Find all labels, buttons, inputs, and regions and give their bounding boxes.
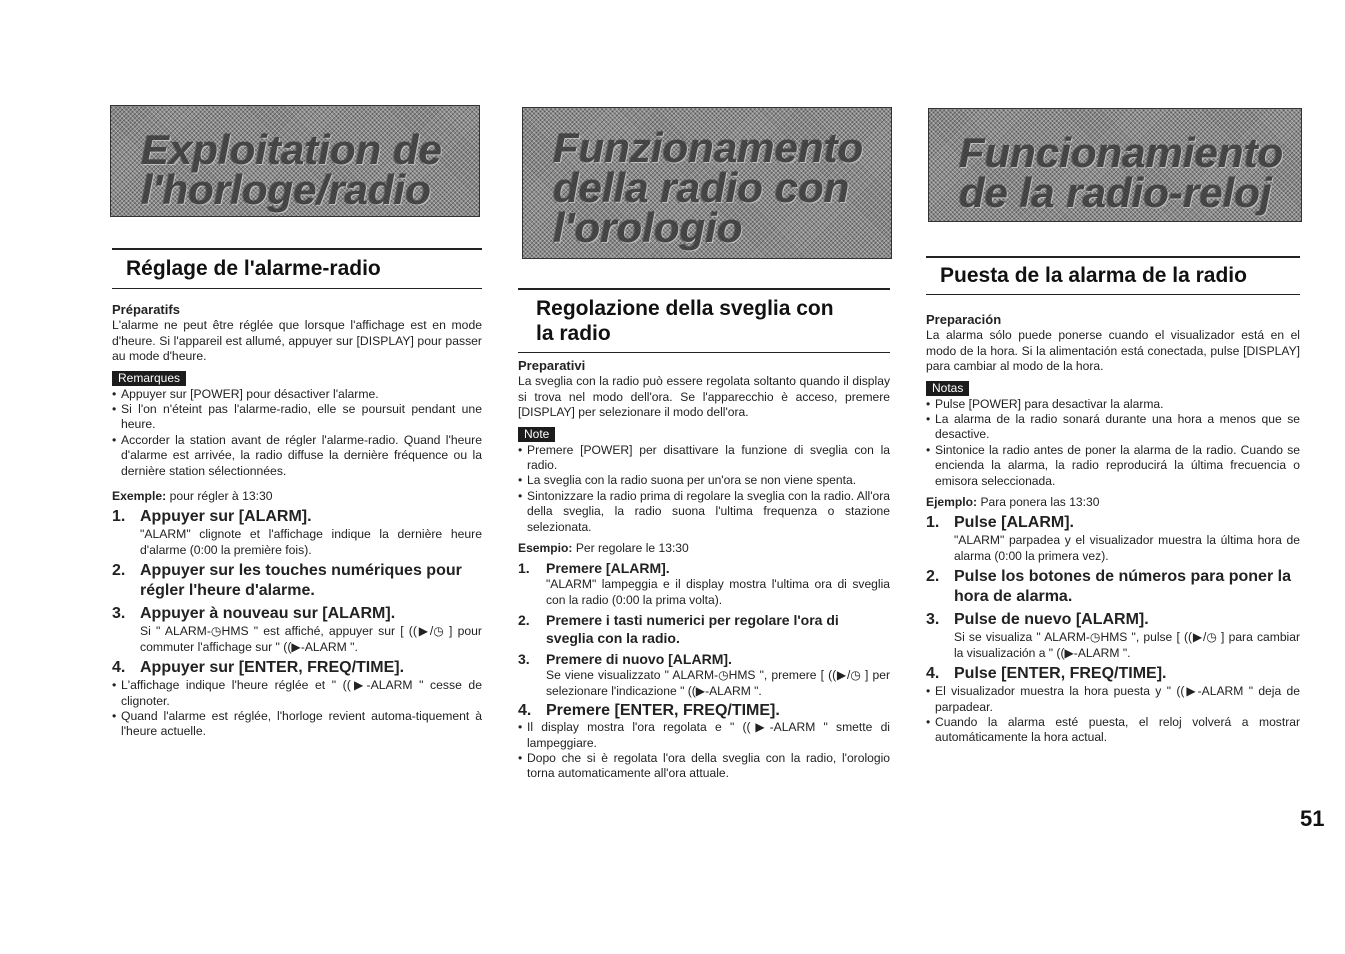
step-number: 2. [518, 612, 530, 629]
spanish-example [926, 495, 1300, 510]
step-heading: Appuyer à nouveau sur [ALARM]. [140, 605, 396, 623]
spanish-step4-note: • Cuando la alarma esté puesta, el reloj volverá a mostrar automáticamente la hora actual. [926, 715, 1300, 746]
italian-example [518, 541, 890, 556]
french-steps [112, 507, 482, 678]
italian-title-rule-top [518, 288, 890, 290]
french-step [112, 658, 482, 678]
spanish-note: • Sintonice la radio antes de poner la alarma de la radio. Cuando se encienda la alarma, la radio reproducirá la última frecuencia o emisora seleccionada. [926, 443, 1300, 489]
spanish-prep-text: La alarma sólo puede ponerse cuando el visualizador está en el modo de la hora. Si la alimentación está conectada, pulse [DISPLAY] para cambiar al modo de la hora. [926, 328, 1300, 374]
step-heading: Appuyer sur [ENTER, FREQ/TIME]. [140, 659, 405, 677]
french-step [112, 604, 482, 655]
step-number: 2. [926, 568, 940, 586]
step-heading: Premere [ALARM]. [546, 560, 670, 577]
french-banner [110, 105, 480, 217]
step-number: 3. [112, 605, 126, 623]
step-description: "ALARM" parpadea y el visualizador muestra la última hora de alarma (0:00 la primera vez). [954, 533, 1300, 563]
step-description: "ALARM" lampeggia e il display mostra l'ultima ora di sveglia con la radio (0:00 la prima volta). [546, 577, 890, 607]
italian-step4-notes [518, 720, 890, 782]
italian-steps [518, 559, 890, 720]
step-description: "ALARM" clignote et l'affichage indique la dernière heure d'alarme (0:00 la première fois). [140, 527, 482, 557]
step-heading: Appuyer sur les touches numériques pour régler l'heure d'alarme. [140, 562, 462, 600]
french-title-rule-bottom [112, 288, 482, 289]
spanish-steps [926, 513, 1300, 684]
step-heading: Appuyer sur [ALARM]. [140, 508, 312, 526]
spanish-step [926, 664, 1300, 684]
french-step4-notes [112, 678, 482, 740]
spanish-notes-label: Notas [926, 381, 969, 396]
french-note: • Si l'on n'éteint pas l'alarme-radio, elle se poursuit pendant une heure. [112, 402, 482, 433]
french-note: • Appuyer sur [POWER] pour désactiver l'alarme. [112, 387, 482, 402]
french-step [112, 507, 482, 558]
italian-example-text: Per regolare le 13:30 [575, 541, 689, 556]
step-heading: Premere [ENTER, FREQ/TIME]. [546, 702, 780, 720]
italian-section-title: Regolazione della sveglia con la radio [536, 297, 834, 345]
french-body [112, 302, 482, 740]
step-number: 4. [926, 665, 940, 683]
step-number: 1. [518, 560, 530, 577]
spanish-step [926, 567, 1300, 607]
page-number: 51 [1300, 806, 1325, 831]
french-example [112, 489, 482, 504]
french-notes-label: Remarques [112, 371, 186, 386]
spanish-notes-list [926, 397, 1300, 489]
italian-prep-title: Preparativi [518, 358, 586, 373]
spanish-title-rule-bottom [926, 294, 1300, 295]
italian-example-label: Esempio: [518, 541, 573, 556]
italian-banner-title: Funzionamento della radio con l'orologio [553, 124, 864, 251]
italian-step [518, 650, 890, 699]
step-heading: Premere di nuovo [ALARM]. [546, 651, 732, 668]
spanish-banner-title: Funcionamiento de la radio-reloj [959, 129, 1284, 216]
spanish-title-rule-top [926, 256, 1300, 258]
spanish-section-title: Puesta de la alarma de la radio [940, 264, 1247, 287]
italian-prep-text: La sveglia con la radio può essere regolata soltanto quando il display si trova nel modo dell'ora. Se l'apparecchio è acceso, premere [DISPLAY] per selezionare il modo dell'ora. [518, 374, 890, 420]
french-notes-list [112, 387, 482, 479]
french-prep-title: Préparatifs [112, 302, 180, 317]
italian-step [518, 611, 890, 647]
spanish-note: • La alarma de la radio sonará durante una hora a menos que se desactive. [926, 412, 1300, 443]
italian-step [518, 559, 890, 608]
italian-note: • Sintonizzare la radio prima di regolare la sveglia con la radio. All'ora della sveglia, la radio suona l'ultima frequenza o stazione selezionata. [518, 489, 890, 535]
step-number: 3. [518, 651, 530, 668]
french-section-title: Réglage de l'alarme-radio [126, 257, 381, 280]
step-number: 1. [926, 514, 940, 532]
step-number: 2. [112, 562, 126, 580]
step-description: Si se visualiza " ALARM-◷HMS ", pulse [ ((▶/◷ ] para cambiar la visualización a " ((▶-ALARM ". [954, 630, 1300, 660]
step-heading: Premere i tasti numerici per regolare l'ora di sveglia con la radio. [546, 612, 839, 647]
spanish-banner [928, 108, 1302, 222]
french-note: • Accorder la station avant de régler l'alarme-radio. Quand l'heure d'alarme est arrivée, la radio diffuse la dernière fréquence ou la dernière station sélectionnées. [112, 433, 482, 479]
step-description: Se viene visualizzato " ALARM-◷HMS ", premere [ ((▶/◷ ] per selezionare l'indicazione " ((▶-ALARM ". [546, 668, 890, 698]
step-heading: Pulse de nuevo [ALARM]. [954, 611, 1149, 629]
step-heading: Pulse los botones de números para poner la hora de alarma. [954, 568, 1291, 606]
spanish-example-label: Ejemplo: [926, 495, 978, 510]
italian-note: • Premere [POWER] per disattivare la funzione di sveglia con la radio. [518, 443, 890, 474]
italian-notes-label: Note [518, 427, 555, 442]
step-heading: Pulse [ALARM]. [954, 514, 1074, 532]
step-number: 4. [518, 702, 532, 720]
spanish-step4-notes [926, 684, 1300, 746]
italian-body [518, 358, 890, 782]
french-example-label: Exemple: [112, 489, 167, 504]
french-title-rule-top [112, 248, 482, 250]
step-heading: Pulse [ENTER, FREQ/TIME]. [954, 665, 1167, 683]
italian-step4-note: • Il display mostra l'ora regolata e " ((▶-ALARM " smette di lampeggiare. [518, 720, 890, 751]
spanish-step [926, 513, 1300, 564]
spanish-example-text: Para ponera las 13:30 [980, 495, 1100, 510]
italian-step4-note: • Dopo che si è regolata l'ora della sveglia con la radio, l'orologio torna automaticamente all'ora attuale. [518, 751, 890, 782]
step-number: 4. [112, 659, 126, 677]
french-step4-note: • L'affichage indique l'heure réglée et " ((▶-ALARM " cesse de clignoter. [112, 678, 482, 709]
spanish-step [926, 610, 1300, 661]
italian-title-rule-bottom [518, 352, 890, 353]
spanish-prep-title: Preparación [926, 312, 1002, 327]
step-number: 1. [112, 508, 126, 526]
italian-step [518, 702, 890, 720]
french-prep-text: L'alarme ne peut être réglée que lorsque l'affichage est en mode d'heure. Si l'appareil est allumé, appuyer sur [DISPLAY] pour passer au mode d'heure. [112, 318, 482, 364]
spanish-note: • Pulse [POWER] para desactivar la alarma. [926, 397, 1300, 412]
italian-banner [522, 107, 892, 259]
italian-note: • La sveglia con la radio suona per un'ora se non viene spenta. [518, 473, 890, 488]
french-step4-note: • Quand l'alarme est réglée, l'horloge revient automa-tiquement à l'heure actuelle. [112, 709, 482, 740]
french-step [112, 561, 482, 601]
step-number: 3. [926, 611, 940, 629]
spanish-body [926, 312, 1300, 746]
spanish-step4-note: • El visualizador muestra la hora puesta y " ((▶-ALARM " deja de parpadear. [926, 684, 1300, 715]
italian-notes-list [518, 443, 890, 535]
french-banner-title: Exploitation de l'horloge/radio [141, 126, 443, 213]
french-example-text: pour régler à 13:30 [169, 489, 273, 504]
step-description: Si " ALARM-◷HMS " est affiché, appuyer sur [ ((▶/◷ ] pour commuter l'affichage sur " ((▶-ALARM ". [140, 624, 482, 654]
